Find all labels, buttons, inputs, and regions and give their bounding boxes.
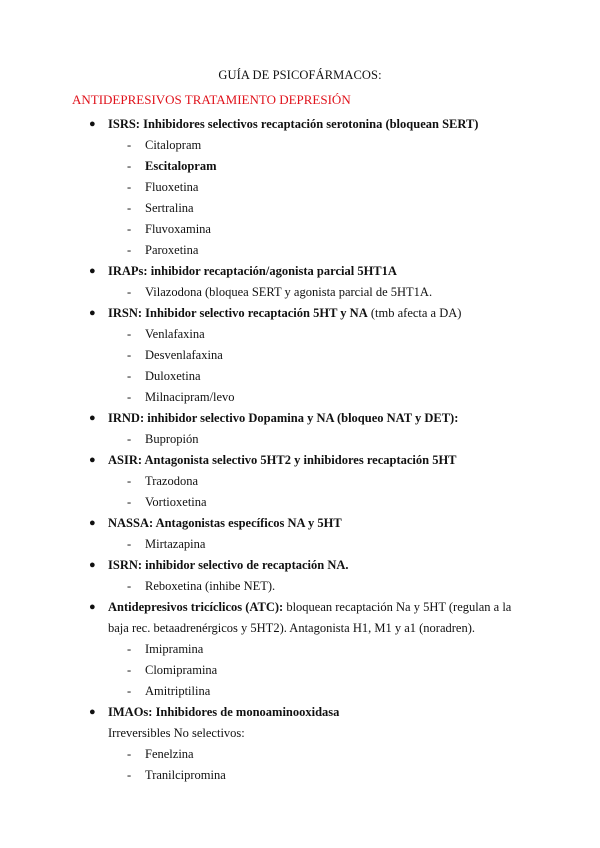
class-header <box>0 702 600 723</box>
drug-class-atc <box>0 597 600 702</box>
class-name: IRAPs: inhibidor recaptación/agonista parcial 5HT1A <box>108 264 397 278</box>
drug-item: - Vortioxetina <box>127 495 207 509</box>
drug-class-asir <box>0 450 600 513</box>
drug-class-imaos <box>0 702 600 786</box>
drug-item: - Citalopram <box>127 138 202 152</box>
drug-item: - Venlafaxina <box>127 327 205 341</box>
bullet-icon: ● <box>89 517 96 529</box>
class-name: NASSA: Antagonistas específicos NA y 5HT <box>108 516 342 530</box>
class-header <box>0 513 600 534</box>
drug-item: - Paroxetina <box>127 243 199 257</box>
class-note: (tmb afecta a DA) <box>367 306 462 320</box>
bullet-icon: ● <box>89 307 96 319</box>
subgroup-label: Irreversibles No selectivos: <box>108 726 245 740</box>
bullet-icon: ● <box>89 601 96 613</box>
drug-item: - Imipramina <box>127 642 204 656</box>
class-header <box>0 261 600 282</box>
drug-item: - Tranilcipromina <box>127 768 226 782</box>
drug-item: - Mirtazapina <box>127 537 206 551</box>
drug-item: - Vilazodona (bloquea SERT y agonista parcial de 5HT1A. <box>127 285 433 299</box>
bullet-icon: ● <box>89 706 96 718</box>
drug-class-list <box>0 114 600 786</box>
class-header <box>0 555 600 576</box>
drug-item: - Trazodona <box>127 474 199 488</box>
drug-item: - Bupropión <box>127 432 199 446</box>
drug-item: - Amitriptilina <box>127 684 211 698</box>
bullet-icon: ● <box>89 559 96 571</box>
class-note: bloquean recaptación Na y 5HT (regulan a la baja rec. betaadrenérgicos y 5HT2). Antagonista H1, M1 y a1 (noradren). <box>108 600 512 635</box>
drug-class-irsn <box>0 303 600 408</box>
drug-class-iraps <box>0 261 600 303</box>
drug-item: - Escitalopram <box>127 159 217 173</box>
class-header <box>0 303 600 324</box>
bullet-icon: ● <box>89 412 96 424</box>
drug-item: - Desvenlafaxina <box>127 348 223 362</box>
class-header <box>0 408 600 429</box>
drug-item: - Sertralina <box>127 201 194 215</box>
drug-class-irnd <box>0 408 600 450</box>
drug-item: - Duloxetina <box>127 369 201 383</box>
class-header <box>0 114 600 135</box>
drug-item: - Milnacipram/levo <box>127 390 235 404</box>
class-name: IMAOs: Inhibidores de monoaminooxidasa <box>108 705 340 719</box>
page-title: GUÍA DE PSICOFÁRMACOS: <box>218 68 382 82</box>
drug-item: - Fluoxetina <box>127 180 199 194</box>
class-name: IRND: inhibidor selectivo Dopamina y NA (bloqueo NAT y DET): <box>108 411 459 425</box>
drug-item: - Reboxetina (inhibe NET). <box>127 579 276 593</box>
class-header <box>0 597 600 639</box>
bullet-icon: ● <box>89 454 96 466</box>
class-name: IRSN: Inhibidor selectivo recaptación 5HT y NA <box>108 306 368 320</box>
class-header <box>0 450 600 471</box>
bullet-icon: ● <box>89 265 96 277</box>
section-heading: ANTIDEPRESIVOS TRATAMIENTO DEPRESIÓN <box>72 92 351 107</box>
class-name: Antidepresivos tricíclicos (ATC): <box>108 600 284 614</box>
drug-class-isrs <box>0 114 600 261</box>
drug-class-isrn <box>0 555 600 597</box>
bullet-icon: ● <box>89 118 96 130</box>
class-name: ISRN: inhibidor selectivo de recaptación NA. <box>108 558 349 572</box>
class-name: ASIR: Antagonista selectivo 5HT2 y inhibidores recaptación 5HT <box>108 453 457 467</box>
drug-item: - Clomipramina <box>127 663 218 677</box>
class-name: ISRS: Inhibidores selectivos recaptación serotonina (bloquean SERT) <box>108 117 479 131</box>
drug-item: - Fenelzina <box>127 747 194 761</box>
drug-class-nassa <box>0 513 600 555</box>
drug-item: - Fluvoxamina <box>127 222 211 236</box>
